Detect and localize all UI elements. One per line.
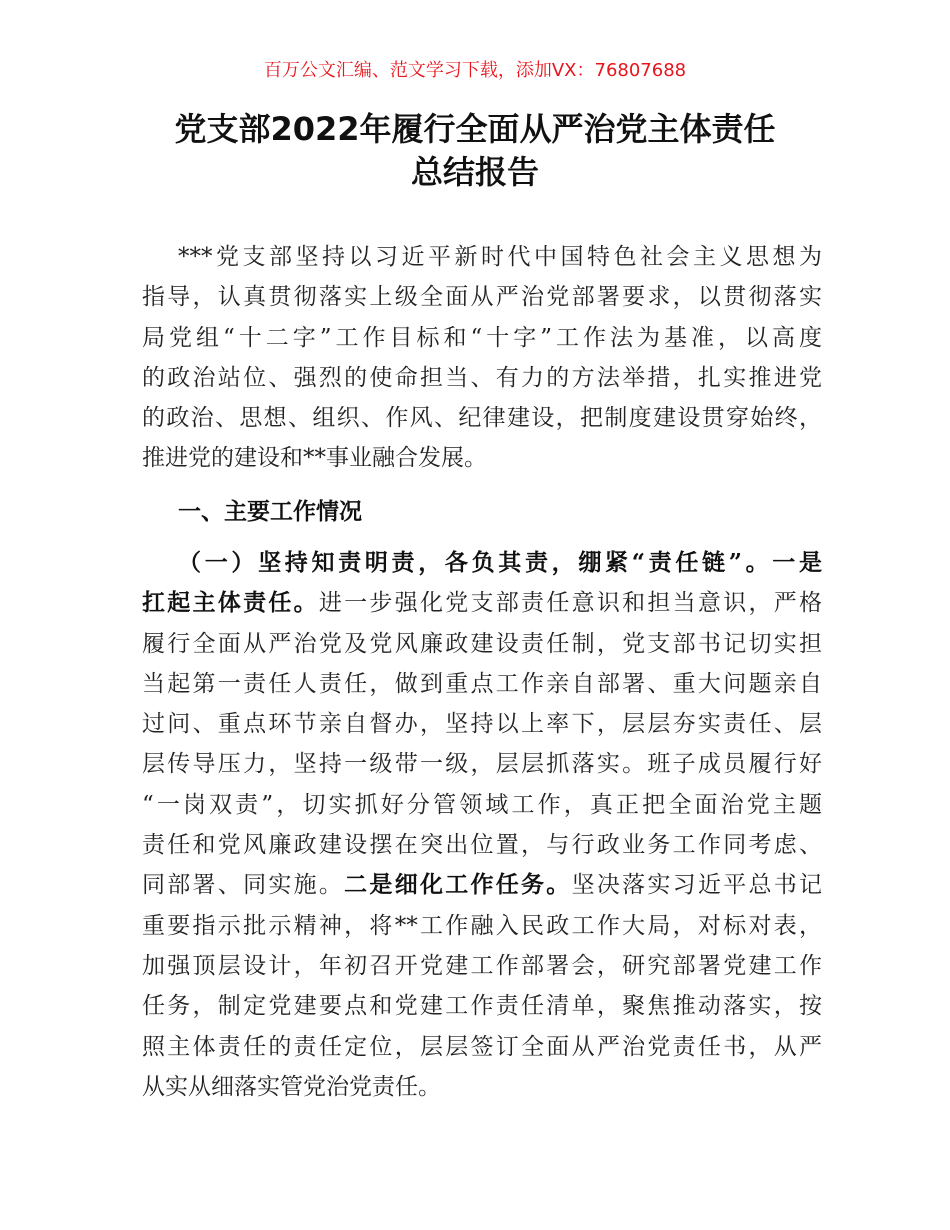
paragraph-line: 从实从细落实管党治党责任。 — [142, 1073, 441, 1100]
paragraph-line — [142, 543, 822, 583]
section-1-paragraph — [142, 543, 822, 1107]
section-heading-block — [142, 492, 822, 532]
point-heading: 二是细化工作任务。 — [344, 871, 572, 899]
paragraph-line: 履行全面从严治党及党风廉政建设责任制，党支部书记切实担 — [142, 630, 822, 657]
title-line-1: 党支部2022年履行全面从严治党主体责任 — [174, 110, 776, 148]
paragraph-line — [142, 865, 822, 905]
text: 同部署、同实施。 — [142, 872, 345, 899]
intro-paragraph — [142, 237, 822, 479]
paragraph-line: 局党组“十二字”工作目标和“十字”工作法为基准，以高度 — [142, 324, 822, 351]
section-heading-text: 一、主要工作情况 — [178, 498, 362, 525]
paragraph-line: 加强顶层设计，年初召开党建工作部署会，研究部署党建工作 — [142, 952, 822, 979]
paragraph-line — [142, 583, 822, 623]
paragraph-line: 过问、重点环节亲自督办，坚持以上率下，层层夯实责任、层 — [142, 711, 822, 738]
text: 坚决落实习近平总书记 — [571, 872, 823, 899]
paragraph-line: “一岗双责”，切实抓好分管领域工作，真正把全面治党主题 — [142, 791, 822, 818]
paragraph-line: 重要指示批示精神，将**工作融入民政工作大局，对标对表， — [142, 912, 822, 939]
paragraph-line: 推进党的建设和**事业融合发展。 — [142, 445, 487, 472]
watermark-banner: 百万公文汇编、范文学习下载，添加VX：76807688 — [263, 60, 687, 81]
paragraph-line: 照主体责任的责任定位，层层签订全面从严治党责任书，从严 — [142, 1033, 822, 1060]
paragraph-line: 指导，认真贯彻落实上级全面从严治党部署要求，以贯彻落实 — [142, 284, 822, 311]
subheading: （一）坚持知责明责，各负其责，绷紧“责任链”。一是 — [178, 549, 822, 576]
paragraph-line: 任务，制定党建要点和党建工作责任清单，聚焦推动落实，按 — [142, 993, 822, 1020]
paragraph-line: 的政治站位、强烈的使命担当、有力的方法举措，扎实推进党 — [142, 364, 822, 391]
title-line-2: 总结报告 — [410, 153, 539, 191]
point-heading: 扛起主体责任。 — [142, 589, 319, 617]
text: 进一步强化党支部责任意识和担当意识，严格 — [318, 590, 823, 617]
paragraph-line: 责任和党风廉政建设摆在突出位置，与行政业务工作同考虑、 — [142, 832, 822, 859]
paragraph-line: ***党支部坚持以习近平新时代中国特色社会主义思想为 — [178, 244, 822, 270]
section-heading — [142, 492, 822, 532]
document-title — [0, 108, 950, 194]
paragraph-line: 层传导压力，坚持一级带一级，层层抓落实。班子成员履行好 — [142, 751, 822, 778]
paragraph-line: 当起第一责任人责任，做到重点工作亲自部署、重大问题亲自 — [142, 670, 822, 697]
paragraph-line: 的政治、思想、组织、作风、纪律建设，把制度建设贯穿始终， — [142, 405, 822, 432]
